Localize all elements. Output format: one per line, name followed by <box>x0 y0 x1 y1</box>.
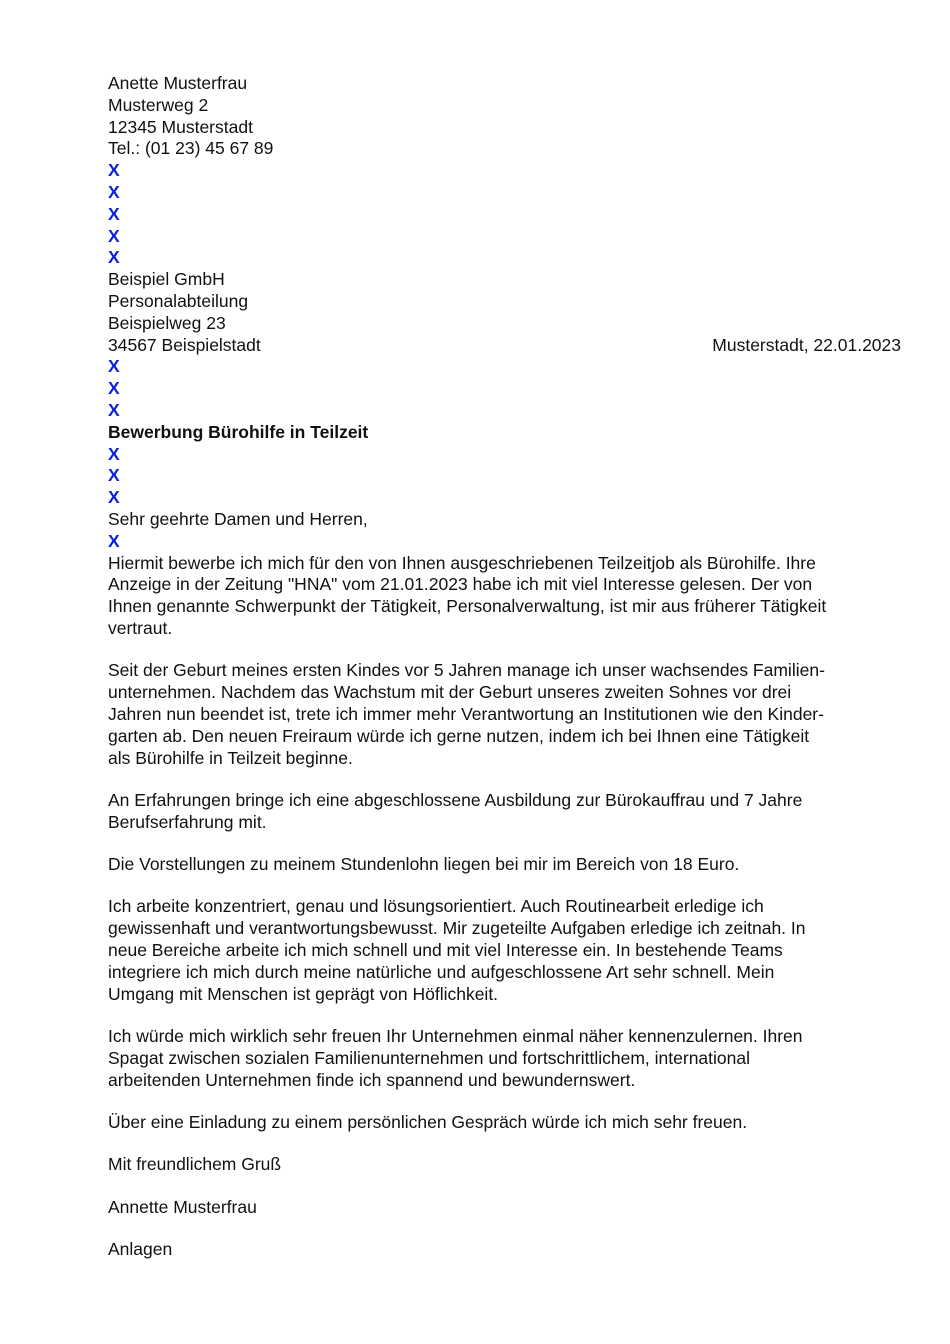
spacer-marker: X <box>108 203 120 224</box>
spacer-markers-2 <box>108 356 903 421</box>
spacer-marker: X <box>108 356 120 377</box>
paragraph-gap <box>108 1005 903 1026</box>
paragraph-line: gewissenhaft und verantwortungsbewusst. Mir zugeteilte Aufgaben erledige ich zeitnah. In <box>108 918 806 939</box>
paragraph-gap <box>108 1134 903 1155</box>
letter-subject: Bewerbung Bürohilfe in Teilzeit <box>108 421 369 442</box>
paragraph-gap <box>108 1091 903 1112</box>
paragraph-line: An Erfahrungen bringe ich eine abgeschlossene Ausbildung zur Bürokauffrau und 7 Jahre <box>108 789 803 810</box>
sender-street: Musterweg 2 <box>108 94 209 115</box>
paragraph-line: Umgang mit Menschen ist geprägt von Höflichkeit. <box>108 983 499 1004</box>
spacer-marker: X <box>108 443 120 464</box>
recipient-company: Beispiel GmbH <box>108 269 225 290</box>
paragraph-gap <box>108 876 903 897</box>
sender-block <box>108 73 903 160</box>
paragraph-line: Jahren nun beendet ist, trete ich immer mehr Verantwortung an Institutionen wie den Kinder- <box>108 703 824 724</box>
paragraph-4 <box>108 854 903 876</box>
spacer-markers-3 <box>108 444 903 509</box>
paragraph-line: integriere ich mich durch meine natürliche und aufgeschlossene Art sehr schnell. Mein <box>108 961 775 982</box>
paragraph-line: neue Bereiche arbeite ich mich schnell und mit viel Interesse ein. In bestehende Teams <box>108 940 783 961</box>
paragraph-2 <box>108 660 903 769</box>
spacer-marker: X <box>108 378 120 399</box>
paragraph-line: Berufserfahrung mit. <box>108 811 267 832</box>
paragraph-line: Seit der Geburt meines ersten Kindes vor 5 Jahren manage ich unser wachsendes Familien- <box>108 660 825 681</box>
letter-date: Musterstadt, 22.01.2023 <box>712 334 901 355</box>
paragraph-gap <box>108 1219 903 1240</box>
paragraph-gap <box>108 1176 903 1197</box>
spacer-marker: X <box>108 160 120 181</box>
paragraph-line: vertraut. <box>108 617 173 638</box>
paragraph-gap <box>108 833 903 854</box>
paragraph-3 <box>108 790 903 834</box>
recipient-block <box>108 269 903 356</box>
recipient-department: Personalabteilung <box>108 290 249 311</box>
sender-name: Anette Musterfrau <box>108 73 248 93</box>
paragraph-line: garten ab. Den neuen Freiraum würde ich gerne nutzen, indem ich bei Ihnen eine Tätigkeit <box>108 725 810 746</box>
closing: Mit freundlichem Gruß <box>108 1154 282 1175</box>
paragraph-line: Über eine Einladung zu einem persönlichen Gespräch würde ich mich sehr freuen. <box>108 1112 748 1133</box>
salutation: Sehr geehrte Damen und Herren, <box>108 508 368 529</box>
spacer-marker: X <box>108 530 120 551</box>
spacer-marker: X <box>108 487 120 508</box>
paragraph-gap <box>108 640 903 661</box>
spacer-marker: X <box>108 181 120 202</box>
paragraph-line: Ich würde mich wirklich sehr freuen Ihr Unternehmen einmal näher kennenzulernen. Ihren <box>108 1026 803 1047</box>
recipient-street: Beispielweg 23 <box>108 312 226 333</box>
spacer-marker: X <box>108 399 120 420</box>
paragraph-1 <box>108 553 903 640</box>
paragraph-line: Ich arbeite konzentriert, genau und lösungsorientiert. Auch Routinearbeit erledige ich <box>108 896 764 917</box>
paragraph-line: Ihnen genannte Schwerpunkt der Tätigkeit, Personalverwaltung, ist mir aus früherer Tätigkeit <box>108 596 827 617</box>
paragraph-line: Spagat zwischen sozialen Familienunternehmen und fortschrittlichem, international <box>108 1047 751 1068</box>
paragraph-line: als Bürohilfe in Teilzeit beginne. <box>108 747 353 768</box>
paragraph-6 <box>108 1026 903 1091</box>
sender-city: 12345 Musterstadt <box>108 116 253 137</box>
paragraph-line: Hiermit bewerbe ich mich für den von Ihnen ausgeschriebenen Teilzeitjob als Bürohilfe. Ihre <box>108 552 816 573</box>
paragraph-line: Die Vorstellungen zu meinem Stundenlohn liegen bei mir im Bereich von 18 Euro. <box>108 854 740 875</box>
spacer-markers-1 <box>108 160 903 269</box>
spacer-marker: X <box>108 247 120 268</box>
sender-phone: Tel.: (01 23) 45 67 89 <box>108 138 274 159</box>
enclosures: Anlagen <box>108 1239 173 1260</box>
spacer-marker: X <box>108 225 120 246</box>
paragraph-line: unternehmen. Nachdem das Wachstum mit der Geburt unseres zweiten Sohnes vor drei <box>108 682 792 703</box>
paragraph-7 <box>108 1112 903 1134</box>
spacer-marker: X <box>108 465 120 486</box>
recipient-city: 34567 Beispielstadt <box>108 334 261 355</box>
paragraph-line: Anzeige in der Zeitung "HNA" vom 21.01.2023 habe ich mit viel Interesse gelesen. Der von <box>108 574 813 595</box>
paragraph-5 <box>108 896 903 1005</box>
recipient-city-row <box>108 335 903 357</box>
signature-name: Annette Musterfrau <box>108 1196 257 1217</box>
paragraph-line: arbeitenden Unternehmen finde ich spannend und bewundernswert. <box>108 1069 636 1090</box>
letter-page <box>108 73 903 1261</box>
paragraph-gap <box>108 769 903 790</box>
